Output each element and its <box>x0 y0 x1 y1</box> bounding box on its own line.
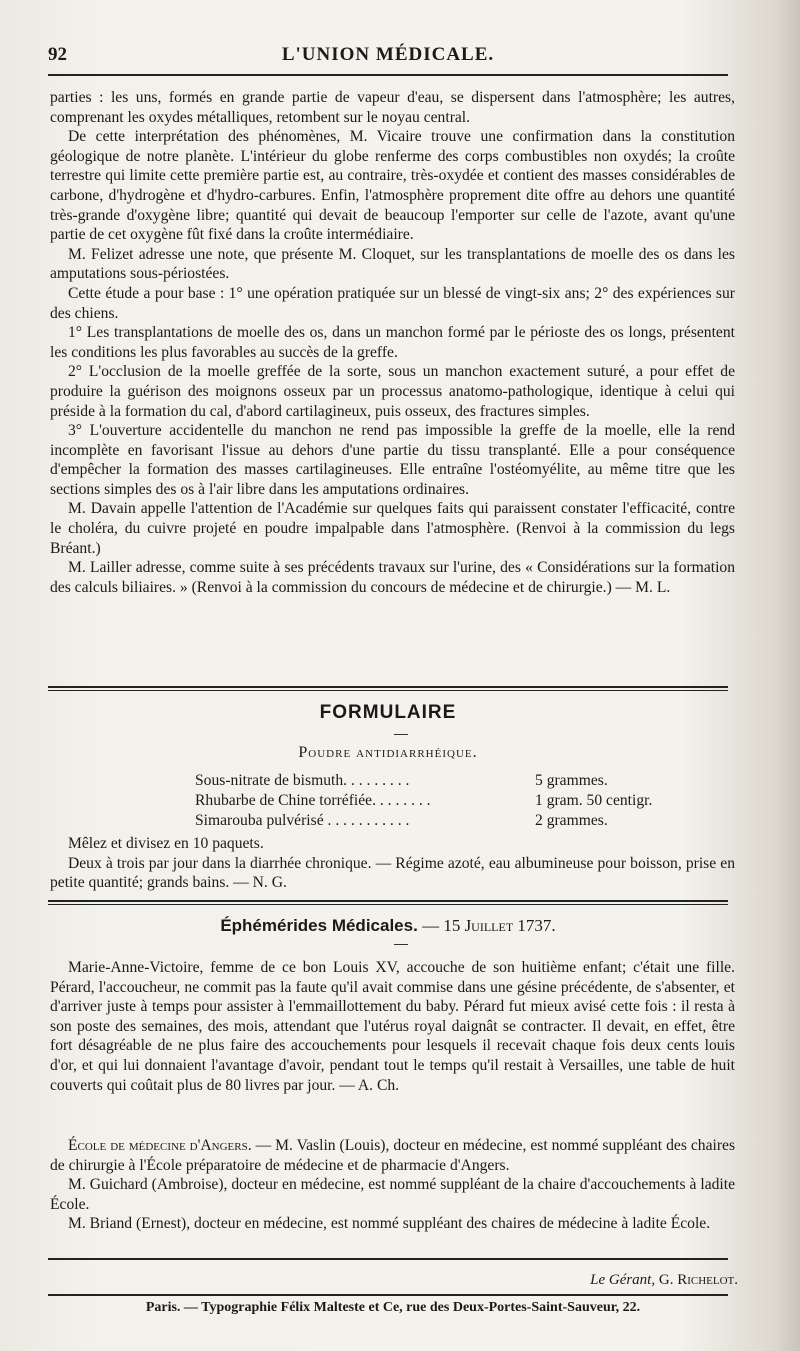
paragraph: Cette étude a pour base : 1° une opération pratiquée sur un blessé de vingt-six ans; 2° des expériences sur des chiens. <box>50 284 735 322</box>
news-item: M. Guichard (Ambroise), docteur en médecine, est nommé suppléant de la chaire d'accouchements à ladite École. <box>50 1176 735 1213</box>
gerant-label: Le Gérant, <box>590 1272 656 1288</box>
title-dash <box>394 734 408 735</box>
ingredient-qty: 2 grammes. <box>535 812 608 829</box>
recipe-row <box>195 811 715 831</box>
section-divider <box>48 904 728 905</box>
ingredient-name: Simarouba pulvérisé . . . . . . . . . . . <box>195 812 410 829</box>
ephemerides-title: Éphémérides Médicales. <box>220 916 418 935</box>
paragraph: 1° Les transplantations de moelle des os, dans un manchon formé par le périoste des os longs, présentent les conditions les plus favorables au succès de la greffe. <box>50 324 735 361</box>
paragraph: Marie-Anne-Victoire, femme de ce bon Louis XV, accouche de son huitième enfant; c'était une fille. Pérard, l'accoucheur, ne commit pas la faute qu'il avait commise dans une gésine précédente, de s'absenter, et d'arriver juste à temps pour assister à l'emmaillottement du baby. Pérard fut mieux avisé cette fois : il resta à son poste des semaines, des mois, attendant que l'utérus royal daignât se contracter. Il devait, en effet, être fort désagréable de ne plus faire des accouchements pour lesquels il recevait chaque fois deux cents louis d'or, et qui lui donnaient l'avantage d'avoir, pendant tout le temps qu'il restait à Versailles, une table de huit couverts qui coûtait plus de 80 livres par jour. — A. Ch. <box>50 959 735 1094</box>
recipe-list <box>195 771 715 831</box>
recipe-dosage: Deux à trois par jour dans la diarrhée chronique. — Régime azoté, eau albumineuse pour boisson, prise en petite quantité; grands bains. — N. G. <box>50 854 735 892</box>
gerant-signature <box>48 1272 738 1289</box>
footer-rule <box>48 1258 728 1260</box>
news-section <box>50 1136 735 1234</box>
title-dash <box>394 944 408 945</box>
ingredient-qty: 1 gram. 50 centigr. <box>535 792 653 809</box>
ingredient-qty: 5 grammes. <box>535 772 608 789</box>
recipe-row <box>195 791 715 811</box>
section-divider <box>48 686 728 688</box>
paragraph: parties : les uns, formés en grande partie de vapeur d'eau, se dispersent dans l'atmosphère; les autres, comprenant les oxydes métalliques, retombent sur le noyau central. <box>50 89 735 126</box>
ephemerides-heading <box>48 916 728 936</box>
paragraph: M. Davain appelle l'attention de l'Académie sur quelques faits qui paraissent constater l'efficacité, contre le choléra, du cuivre projeté en poudre impalpable dans l'atmosphère. (Renvoi à la commission du legs Bréant.) <box>50 500 735 557</box>
recipe-row <box>195 771 715 791</box>
header-rule <box>48 74 728 76</box>
formulaire-title: FORMULAIRE <box>319 702 457 723</box>
section-divider <box>48 690 728 691</box>
ingredient-name: Sous-nitrate de bismuth. . . . . . . . . <box>195 772 410 789</box>
news-item: M. Briand (Ernest), docteur en médecine, est nommé suppléant des chaires de médecine à ladite École. <box>68 1215 711 1233</box>
recipe-instructions: Mêlez et divisez en 10 paquets. <box>68 835 264 852</box>
formulaire-notes <box>50 834 735 893</box>
news-text: — M. Vaslin (Louis), docteur en médecine, est nommé suppléant des chaires de chirurgie à l'École préparatoire de médecine et de pharmacie d'Angers. <box>50 1137 736 1174</box>
paragraph: 2° L'occlusion de la moelle greffée de la sorte, sous un manchon exactement suturé, a pour effet de produire la guérison des moignons osseux par un processus anatomo-pathologique, identique à celui qui préside à la formation du cal, d'abord cartilagineux, puis osseux, des fractures simples. <box>50 363 735 420</box>
academy-report <box>50 88 735 597</box>
printer-imprint: Paris. — Typographie Félix Malteste et Ce, rue des Deux-Portes-Saint-Sauveur, 22. <box>145 1300 641 1315</box>
paragraph: M. Lailler adresse, comme suite à ses précédents travaux sur l'urine, des « Considérations sur la formation des calculs biliaires. » (Renvoi à la commission du concours de médecine et de chirurgie.) — M. L. <box>50 559 735 596</box>
paragraph: 3° L'ouverture accidentelle du manchon ne rend pas impossible la greffe de la moelle, elle la rend incomplète en favorisant l'issue au dehors d'une partie du tissu transplanté. Elle a pour conséquence d'empêcher la formation des masses cartilagineuses. Elle entraîne l'ostéomyélite, au même titre que les sections simples des os à l'air libre dans les amputations ordinaires. <box>50 422 735 498</box>
formulaire-subtitle: Poudre antidiarrhéique. <box>298 744 478 761</box>
running-title: L'UNION MÉDICALE. <box>281 44 495 65</box>
ingredient-name: Rhubarbe de Chine torréfiée. . . . . . . . <box>195 792 431 809</box>
page-header <box>48 44 728 72</box>
page-number: 92 <box>48 44 67 65</box>
news-item <box>50 1136 735 1175</box>
paragraph: M. Felizet adresse une note, que présente M. Cloquet, sur les transplantations de moelle des os dans les amputations sous-périostées. <box>50 245 735 283</box>
section-divider <box>48 900 728 902</box>
news-lead: École de médecine d'Angers. <box>68 1137 252 1154</box>
paragraph: De cette interprétation des phénomènes, M. Vicaire trouve une confirmation dans la constitution géologique de notre planète. L'intérieur du globe renferme des corps combustibles non oxydés; la croûte terrestre qui limite cette première partie est, au contraire, très-oxydée et contient des masses considérables de carbone, d'hydrogène et d'hydro-carbures. Enfin, l'atmosphère proprement dite offre au dehors une quantité très-grande d'oxygène libre; quantité qui devait de beaucoup l'emporter sur celle de l'azote, avant qu'une partie de cet oxygène fût fixé dans la croûte intermédiaire. <box>50 128 735 244</box>
footer-rule <box>48 1294 728 1296</box>
ephemerides-date: — 15 Juillet 1737. <box>422 916 556 935</box>
gerant-name: G. Richelot. <box>658 1272 738 1288</box>
ephemerides-body <box>50 958 735 1095</box>
